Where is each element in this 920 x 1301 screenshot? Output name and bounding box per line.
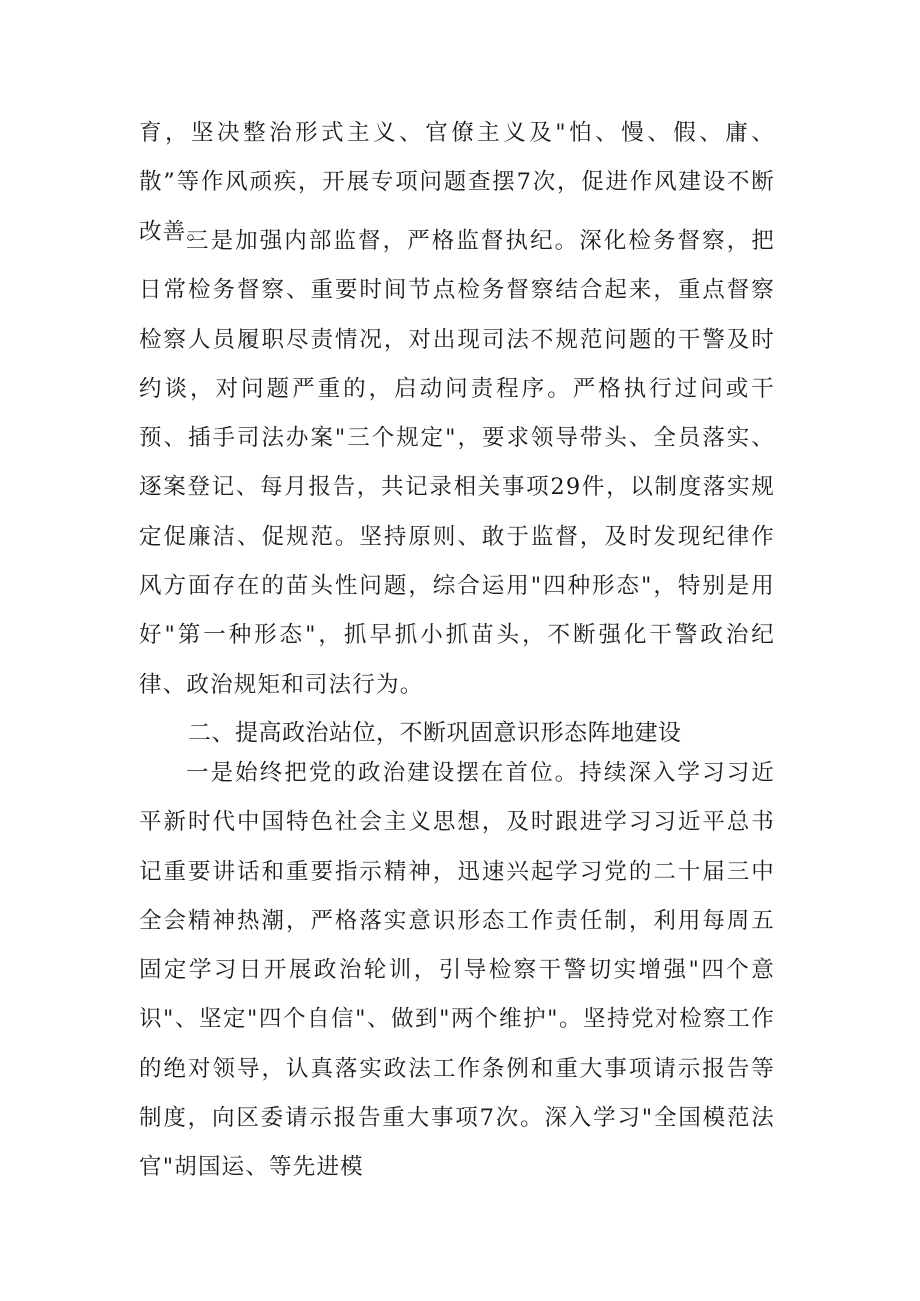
paragraph-internal-supervision: 三是加强内部监督，严格监督执纪。深化检务督察，把日常检务督察、重要时间节点检务督察结合起来，重点督察检察人员履职尽责情况，对出现司法不规范问题的干警及时约谈，对问题严重的，启动问责程序。严格执行过问或干预、插手司法办案"三个规定"，要求领导带头、全员落实、逐案登记、每月报告，共记录相关事项29件，以制度落实规定促廉洁、促规范。坚持原则、敢于监督，及时发现纪律作风方面存在的苗头性问题，综合运用"四种形态"，特别是用好"第一种形态"，抓早抓小抓苗头，不断强化干警政治纪律、政治规矩和司法行为。 <box>139 228 775 698</box>
section-heading: 二、提高政治站位，不断巩固意识形态阵地建设 <box>188 720 682 746</box>
paragraph-political-building: 一是始终把党的政治建设摆在首位。持续深入学习习近平新时代中国特色社会主义思想，及时跟进学习习近平总书记重要讲话和重要指示精神，迅速兴起学习党的二十届三中全会精神热潮，严格落实意识形态工作责任制，利用每周五固定学习日开展政治轮训，引导检察干警切实增强"四个意识"、坚定"四个自信"、做到"两个维护"。坚持党对检察工作的绝对领导，认真落实政法工作条例和重大事项请示报告等制度，向区委请示报告重大事项7次。深入学习"全国模范法官"胡国运、等先进模 <box>139 760 775 1181</box>
paragraph-continuation: 育，坚决整治形式主义、官僚主义及"怕、慢、假、庸、散”等作风顽疾，开展专项问题查摆7次，促进作风建设不断改善。 <box>139 120 775 245</box>
